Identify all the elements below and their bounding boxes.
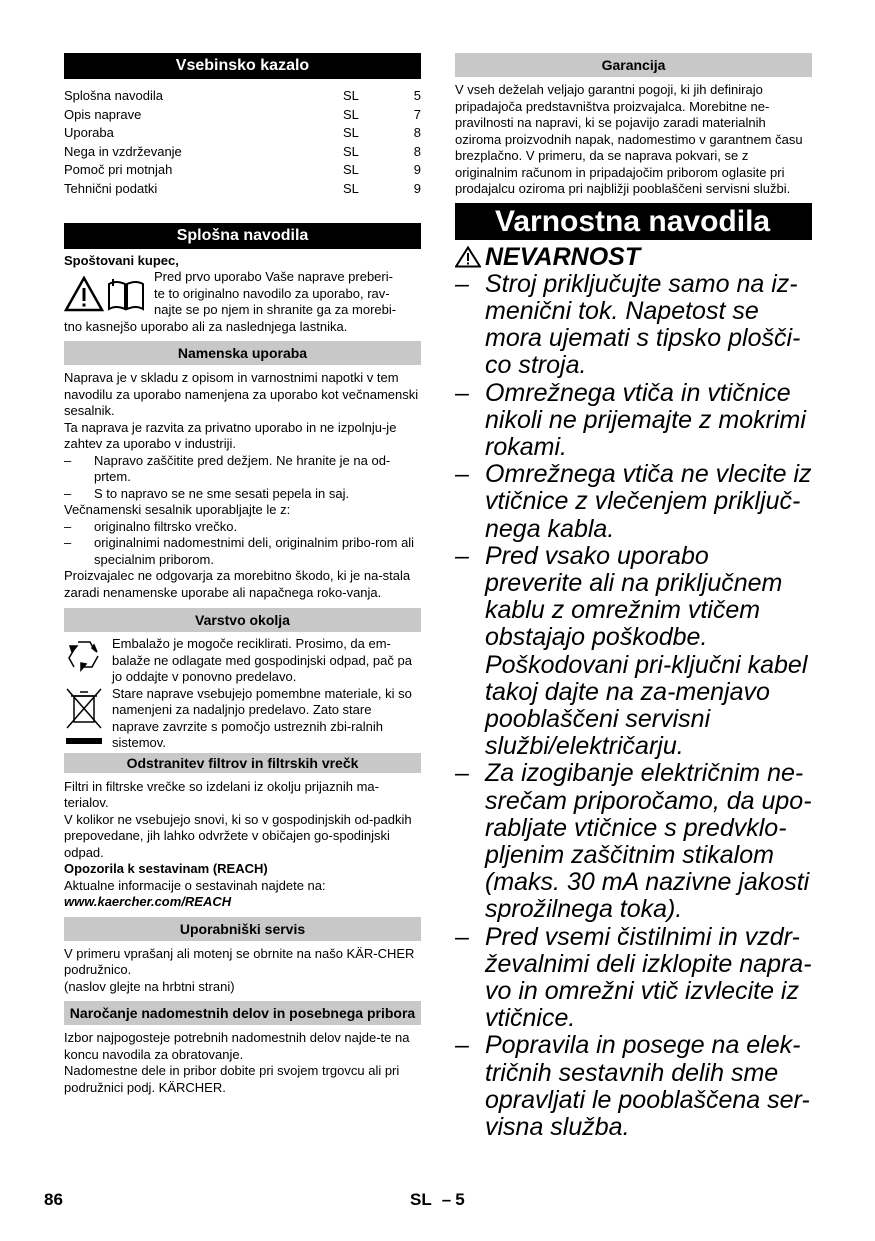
toc-row[interactable]: Tehnični podatki SL 9 <box>64 180 421 196</box>
environment-heading: Varstvo okolja <box>64 608 421 632</box>
left-column: Vsebinsko kazalo Splošna navodila SL 5 Opis naprave SL 7 Uporaba SL 8 Nega in vzdrževanje SL 8 Pomoč pri motnjah SL 9 Tehnični podatki SL 9 Splošna navodila Spoštovani kupec, Pred prvo uporabo Vaše naprave preberi- te to originalno navodilo za uporabo, rav- najte se po njem in shranite ga za morebi- tno kasnejšo uporabo ali za naslednjega lastnika. Namenska uporaba Naprava je v skladu z opisom in varnostnimi napotki v tem navodilu za uporabo namenjena za uporabo kot večnamenski sesalnik. Ta naprava je razvita za privatno uporabo in ne izpolnju-je zahtev za uporabo v industriji. – Napravo zaščitite pred dežjem. Ne hranite je na od-prtem. – S to napravo se ne sme sesati pepela in saj. Večnamenski sesalnik uporabljajte le z: – originalno filtrsko vrečko. – originalnimi nadomestnimi deli, originalnim pribo-rom ali specialnim priborom. Proizvajalec ne odgovarja za morebitno škodo, ki je na-stala zaradi nenamenske uporabe ali napačnega roko-vanja. Varstvo okolja Embalažo je mogoče reciklirati. Prosimo, da em-balaže ne odlagate med gospodinjski odpad, pač pa jo oddajte v ponovno predelavo. Stare naprave vsebujejo pomembne materiale, ki so namenjeni za nadaljnjo predelavo. Zato stare naprave zavrzite s pomočjo ustreznih zbi-ralnih sistemov. Odstranitev filtrov in filtrskih vrečk Filtri in filtrske vrečke so izdelani iz okolju prijaznih ma-terialov. V kolikor ne vsebujejo snovi, ki so v gospodinjskih od-padkih prepovedane, jih lahko odvržete v običajen go-spodinjski odpad. Opozorila k sestavinam (REACH) Aktualne informacije o sestavinah najdete na: www.kaercher.com/REACH Uporabniški servis V primeru vprašanj ali motenj se obrnite na našo KÄR-CHER podružnico. (naslov glejte na hrbtni strani) Naročanje nadomestnih delov in posebnega pribora Izbor najpogosteje potrebnih nadomestnih delov najde-te na koncu navodila za obratovanje. Nadomestne dele in pribor dobite pri svojem trgovcu ali pri podružnici podj. KÄRCHER. <box>64 53 421 1096</box>
spare-parts-heading: Naročanje nadomestnih delov in posebnega pribora <box>64 1001 421 1025</box>
intended-use-heading: Namenska uporaba <box>64 341 421 365</box>
warning-manual-icons <box>64 269 154 319</box>
right-column: Garancija V vseh deželah veljajo garantni pogoji, ki jih definirajo pripadajoča predstavništva proizvajalca. Morebitne ne-pravilnosti na napravi, ki se pojavijo zaradi materialnih oziroma proizvodnih napak, nadomestimo v garantnem času brezplačno. V primeru, da se naprava pokvari, se z originalnim računom in pripadajočim priborom oglasite pri prodajalcu oziroma pri najbližji pooblaščeni servisni službi. Varnostna navodila NEVARNOST – Stroj priključujte samo na iz-menični tok. Napetost se mora ujemati s tipsko plošči-co stroja. – Omrežnega vtiča in vtičnice nikoli ne prijemajte z mokrimi rokami. – Omrežnega vtiča ne vlecite iz vtičnice z vlečenjem priključ-nega kabla. – Pred vsako uporabo preverite ali na priključnem kablu z omrežnim vtičem obstajajo poškodbe. Poškodovani pri-ključni kabel takoj dajte na za-menjavo pooblaščeni servisni službi/električarju. – Za izogibanje električnim ne-srečam priporočamo, da upo-rabljate vtičnice s predvklo-pljenim zaščitnim stikalom (maks. 30 mA nazivne jakosti sprožilnega toka). – Pred vsemi čistilnimi in vzdr-ževalnimi deli izklopite napra-vo in omrežni vtič izvlecite iz vtičnice. – Popravila in posege na elek-tričnih sestavnih delih sme opravljati le pooblaščena ser-visna služba. <box>455 53 812 1141</box>
toc-row[interactable]: Pomoč pri motnjah SL 9 <box>64 162 421 178</box>
toc-list <box>64 87 421 199</box>
general-heading: Splošna navodila <box>64 223 421 249</box>
list-item: – Za izogibanje električnim ne-srečam priporočamo, da upo-rabljate vtičnice s predvklo-pljenim zaščitnim stikalom (maks. 30 mA nazivne jakosti sprožilnega toka). <box>455 759 812 924</box>
guarantee-heading: Garancija <box>455 53 812 77</box>
reach-link[interactable]: www.kaercher.com/REACH <box>64 894 232 910</box>
warning-icon <box>455 246 481 268</box>
reach-title: Opozorila k sestavinam (REACH) <box>64 861 268 877</box>
page-number: 86 <box>44 1190 63 1209</box>
list-item: – Pred vsako uporabo preverite ali na priključnem kablu z omrežnim vtičem obstajajo poškodbe. Poškodovani pri-ključni kabel takoj dajte na za-menjavo pooblaščeni servisni službi/električarju. <box>455 541 808 761</box>
list-item: – S to napravo se ne sme sesati pepela in saj. <box>64 485 350 501</box>
crossed-bin-icon <box>64 686 104 748</box>
toc-row[interactable]: Splošna navodila SL 5 <box>64 88 421 103</box>
list-item: – Napravo zaščitite pred dežjem. Ne hranite je na od-prtem. <box>64 452 391 485</box>
toc-row[interactable]: Nega in vzdrževanje SL 8 <box>64 143 421 159</box>
list-item: – Stroj priključujte samo na iz-menični tok. Napetost se mora ujemati s tipsko plošči-co stroja. <box>455 269 801 380</box>
recycle-block: Embalažo je mogoče reciklirati. Prosimo, da em-balaže ne odlagate med gospodinjski odpad, pač pa jo oddajte v ponovno predelavo. <box>64 636 421 686</box>
list-item: – Popravila in posege na elek-tričnih sestavnih delih sme opravljati le pooblaščena ser-visna služba. <box>455 1031 810 1141</box>
toc-row[interactable]: Uporaba SL 8 <box>64 125 421 141</box>
recycle-icon <box>64 636 104 676</box>
weee-block: Stare naprave vsebujejo pomembne materiale, ki so namenjeni za nadaljnjo predelavo. Zato stare naprave zavrzite s pomočjo ustreznih zbi-ralnih sistemov. <box>64 686 421 753</box>
intro-block: Pred prvo uporabo Vaše naprave preberi- te to originalno navodilo za uporabo, rav- najte se po njem in shranite ga za morebi- <box>64 269 421 319</box>
toc-heading: Vsebinsko kazalo <box>64 53 421 79</box>
list-item: – Omrežnega vtiča ne vlecite iz vtičnice z vlečenjem priključ-nega kabla. <box>455 460 812 543</box>
list-item: – originalno filtrsko vrečko. <box>64 518 238 534</box>
toc-row[interactable]: Opis naprave SL 7 <box>64 106 421 122</box>
page-footer-label: SL – 5 <box>410 1190 465 1209</box>
filters-heading: Odstranitev filtrov in filtrskih vrečk <box>64 753 421 773</box>
list-item: – originalnimi nadomestnimi deli, originalnim pribo-rom ali specialnim priborom. <box>64 535 415 567</box>
manual-book-icon <box>106 276 146 312</box>
service-heading: Uporabniški servis <box>64 917 421 941</box>
safety-heading: Varnostna navodila <box>455 203 812 240</box>
safety-list <box>455 271 812 1142</box>
warning-icon <box>64 276 104 312</box>
salutation: Spoštovani kupec, <box>64 252 179 268</box>
list-item: – Pred vsemi čistilnimi in vzdr-ževalnimi deli izklopite napra-vo in omrežni vtič izvlecite iz vtičnice. <box>455 922 812 1033</box>
list-item: – Omrežnega vtiča in vtičnice nikoli ne prijemajte z mokrimi rokami. <box>455 378 806 461</box>
danger-label: NEVARNOST <box>455 244 812 271</box>
